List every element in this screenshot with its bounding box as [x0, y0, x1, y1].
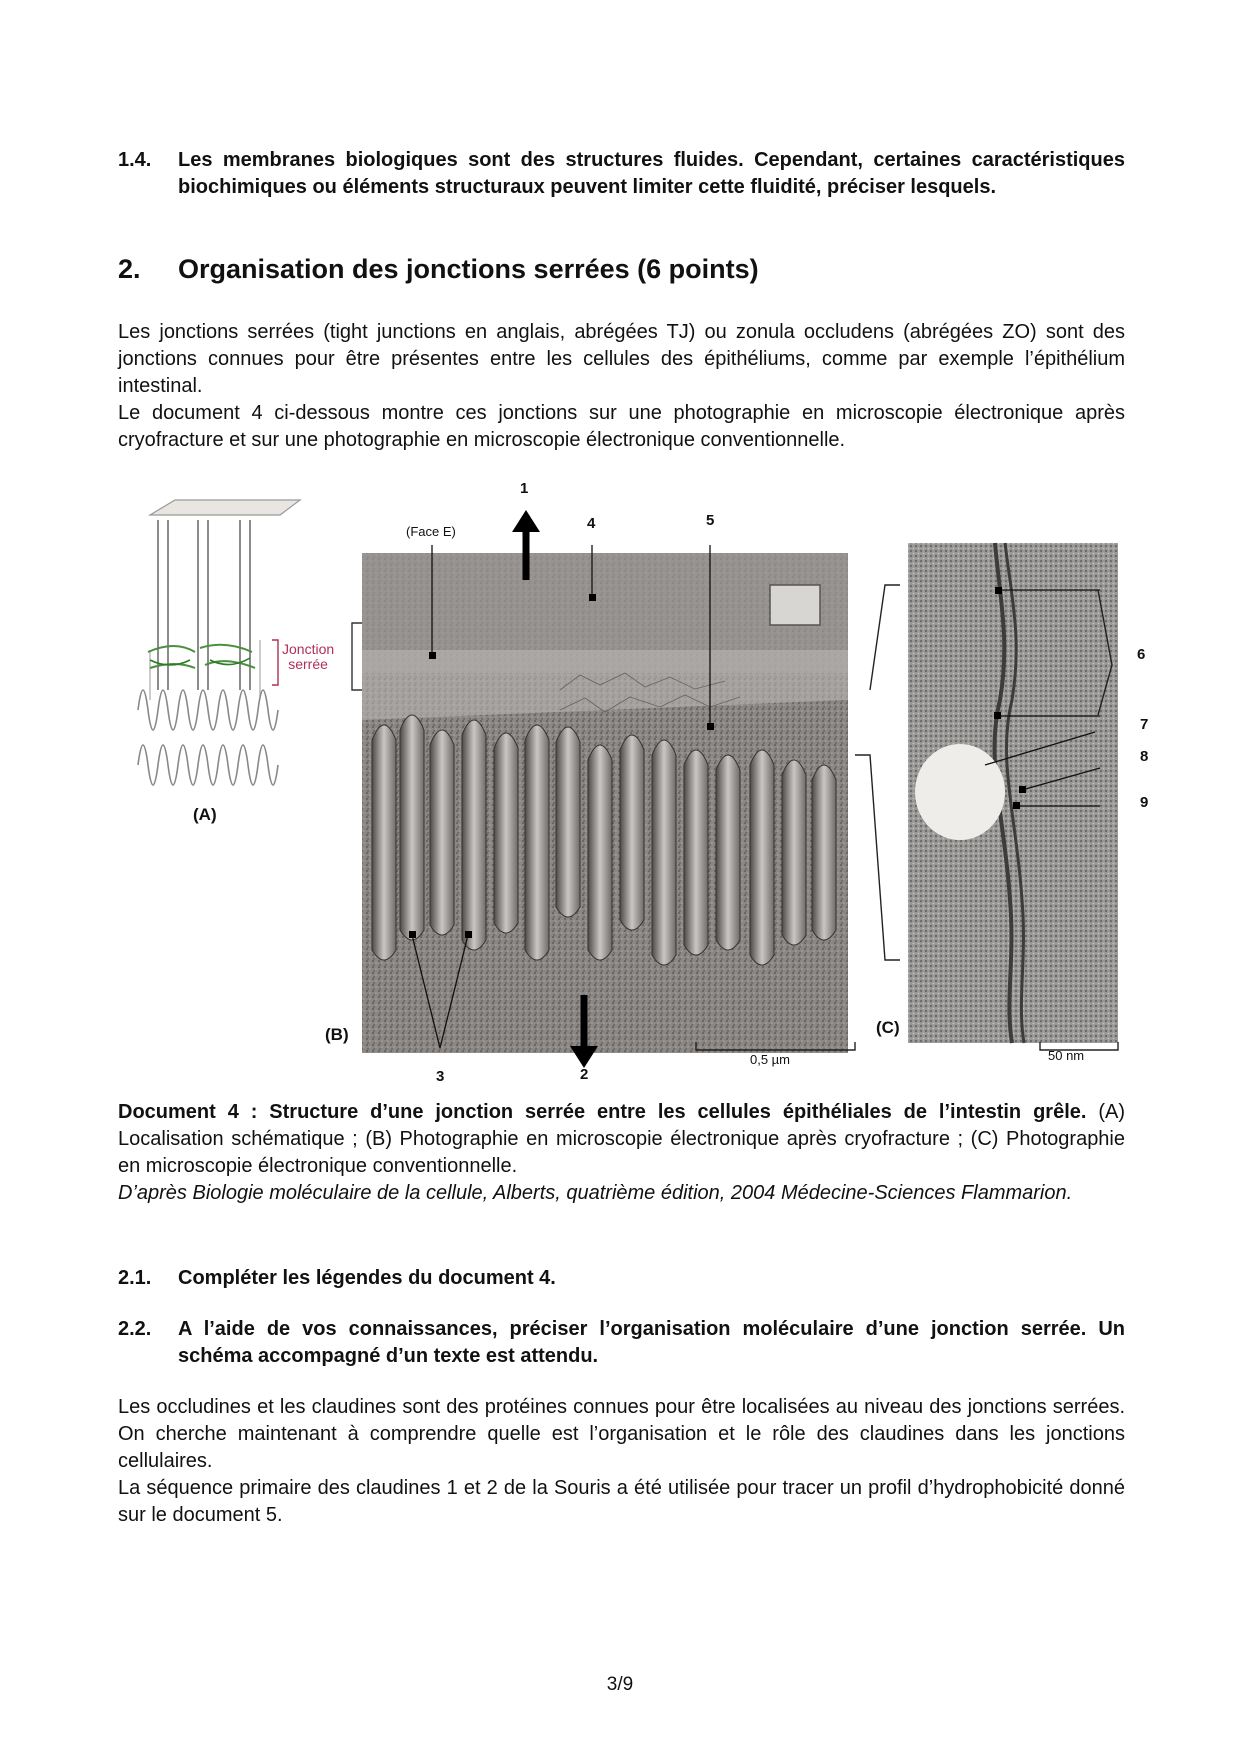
intro-text-2: Le document 4 ci-dessous montre ces jonctions sur une photographie en microscopie électronique après cryofracture et sur une photographie en microscopie électronique conventionnelle. [118, 402, 1125, 451]
legend-number-4: 4 [587, 515, 596, 532]
legend-number-8: 8 [1140, 748, 1149, 765]
panel-c-label: (C) [876, 1018, 900, 1037]
section-number: 2. [118, 254, 141, 284]
panel-b-label: (B) [325, 1025, 349, 1044]
page-number: 3/9 [606, 1674, 634, 1695]
legend-number-2: 2 [580, 1066, 589, 1083]
panel-a-schematic [138, 500, 300, 785]
jonction-serree-label [282, 642, 334, 672]
panel-b-photo [362, 553, 848, 1053]
legend-number-6: 6 [1137, 646, 1146, 663]
question-number: 2.1. [118, 1267, 152, 1289]
scale-b-label: 0,5 µm [750, 1052, 791, 1067]
caption-description: (A) Localisation schématique ; (B) Photographie en microscopie électronique après cryofracture ; (C) Photographie en microscopie électronique conventionnelle. [118, 1101, 1126, 1177]
question-text: A l’aide de vos connaissances, préciser l’organisation moléculaire d’une jonction serrée. Un schéma accompagné d’un texte est attendu. [178, 1318, 1125, 1367]
caption-title: Document 4 : Structure d’une jonction serrée entre les cellules épithéliales de l’intestin grêle. [118, 1101, 1087, 1123]
question-text: Les membranes biologiques sont des structures fluides. Cependant, certaines caractéristiques biochimiques ou éléments structuraux peuvent limiter cette fluidité, préciser lesquels. [178, 149, 1125, 198]
legend-number-9: 9 [1140, 794, 1149, 811]
question-text: Compléter les légendes du document 4. [178, 1267, 556, 1289]
legend-number-1: 1 [520, 480, 529, 497]
outro-text-1: Les occludines et les claudines sont des protéines connues pour être localisées au niveau des jonctions serrées. On cherche maintenant à comprendre quelle est l’organisation et le rôle des claudines dans les jonctions cellulaires. [118, 1396, 1125, 1472]
caption-main [118, 1099, 1125, 1180]
jonction-label-line1: Jonction [282, 641, 335, 657]
legend-number-5: 5 [706, 512, 715, 529]
legend-number-3: 3 [436, 1068, 445, 1085]
outro-text-2: La séquence primaire des claudines 1 et 2 de la Souris a été utilisée pour tracer un profil d’hydrophobicité donné sur le document 5. [118, 1477, 1125, 1526]
caption-source: D’après Biologie moléculaire de la cellule, Alberts, quatrième édition, 2004 Médecine-Sciences Flammarion. [118, 1182, 1073, 1204]
intro-text-1: Les jonctions serrées (tight junctions en anglais, abrégées TJ) ou zonula occludens (abrégées ZO) sont des jonctions connues pour être présentes entre les cellules des épithéliums, comme par exemple l’épithélium intestinal. [118, 321, 1125, 397]
jonction-label-line2: serrée [288, 656, 328, 672]
question-2-2 [118, 1316, 1125, 1370]
panel-c-photo [908, 543, 1118, 1043]
outro-paragraph [118, 1394, 1125, 1529]
panel-a-label: (A) [193, 805, 217, 824]
scale-c-label: 50 nm [1048, 1048, 1085, 1063]
section-title: Organisation des jonctions serrées (6 points) [178, 254, 759, 284]
document-4-caption [118, 1099, 1125, 1207]
face-e-label: (Face E) [406, 524, 456, 539]
question-number: 1.4. [118, 149, 152, 171]
legend-number-7: 7 [1140, 716, 1149, 733]
question-2-1 [118, 1265, 1125, 1292]
question-number: 2.2. [118, 1318, 152, 1340]
